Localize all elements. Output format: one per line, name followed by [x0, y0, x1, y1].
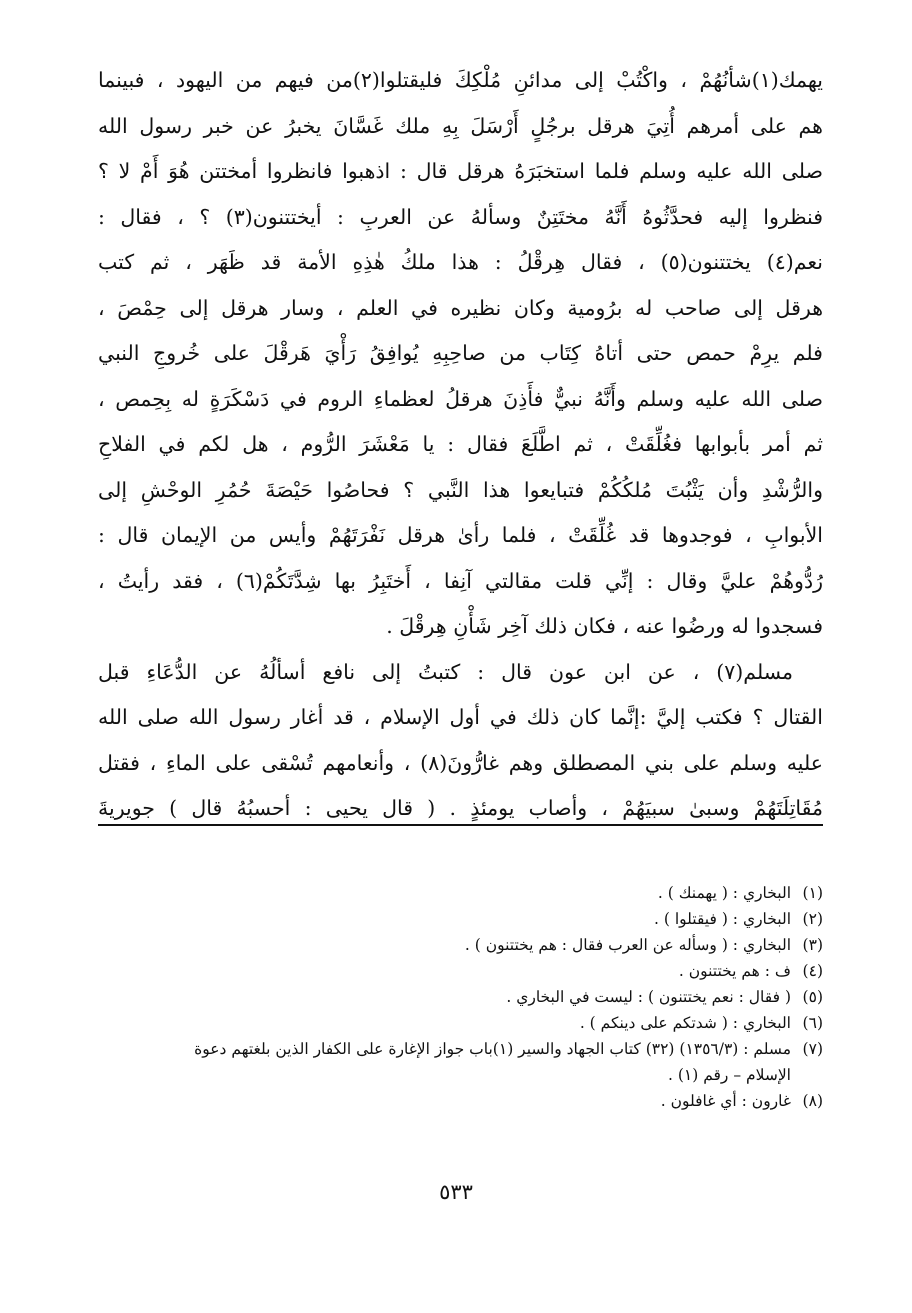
text-line-underlined: مُقَاتِلَتَهُمْ وسبىٰ سبيَهُمْ ، وأصاب يومئذٍ . ( قال يحيى : أحسبُهُ قال ) جويريةَ [98, 796, 823, 820]
text-line: فلم يرِمْ حمص حتى أتاهُ كِتَاب من صاحِبِهِ يُوافِقُ رَأْيَ هَرقْلَ على خُروجِ النبي [98, 341, 823, 365]
footnote-number: (٣) [802, 936, 823, 954]
footnote-text: البخاري : ( فيقتلوا ) . [654, 910, 791, 928]
footnote-text: ( فقال : نعم يختتنون ) : ليست في البخاري . [506, 988, 791, 1006]
footnote [100, 1088, 823, 1114]
text-line: عليه وسلم على بني المصطلق وهم غارُّونَ(٨) ، وأنعامهم تُسْقى على الماءِ ، فقتل [98, 750, 823, 775]
footnote-continuation: الإسلام – رقم (١) . [667, 1066, 791, 1084]
footnote-number: (٦) [802, 1014, 823, 1032]
footnote-text: مسلم : (١٣٥٦/٣) (٣٢) كتاب الجهاد والسير (١)باب جواز الإغارة على الكفار الذين بلغتهم دعوة [194, 1040, 791, 1058]
text-line: الأبوابِ ، فوجدوها قد غُلِّقَتْ ، فلما رأىٰ هرقل نَفْرَتَهُمْ وأيس من الإيمان قال : [98, 523, 823, 547]
paragraph-start-line: مسلم(٧) ، عن ابن عون قال : كتبتُ إلى نافع أسألُهُ عن الدُّعَاءِ قبل [98, 659, 793, 684]
footnotes [100, 880, 823, 1114]
footnote-number: (١) [802, 884, 823, 902]
text-line: القتال ؟ فكتب إليَّ :إنَّما كان ذلك في أول الإسلام ، قد أغار رسول الله صلى الله [98, 705, 823, 729]
footnote-number: (٤) [802, 962, 823, 980]
footnote [100, 958, 823, 984]
text-line: يهمك(١)شأنُهُمْ ، واكْتُبْ إلى مدائنِ مُلْكِكَ فليقتلوا(٢)من فيهم من اليهود ، فبينما [98, 68, 823, 92]
text-line: هم على أمرهم أُتِيَ هرقل برجُلٍ أَرْسَلَ بِهِ ملك غَسَّانَ يخبرُ عن خبر رسول الله [98, 113, 823, 138]
footnote-text: غارون : أي غافلون . [660, 1092, 791, 1110]
text-line: ثم أمر بأبوابها فغُلِّقَتْ ، ثم اطَّلَعَ فقال : يا مَعْشَرَ الرُّوم ، هل لكم في الفلاحِ [98, 432, 823, 456]
footnote [100, 880, 823, 906]
text-line: والرُّشْدِ وأن يَثْبُتَ مُلكُكُمْ فتبايعوا هذا النَّبي ؟ فحاصُوا حَيْصَةَ حُمُرِ الوحْشِ إلى [98, 477, 823, 502]
footnote-number: (٧) [802, 1040, 823, 1058]
footnote-number: (٥) [802, 988, 823, 1006]
footnote [100, 906, 823, 932]
footnote-text: البخاري : ( شدتكم على دينكم ) . [579, 1014, 791, 1032]
text-line: فنظروا إليه فحدَّثُوهُ أَنَّهُ مختَتِنٌ وسألهُ عن العربِ : أيختتنون(٣) ؟ ، فقال : [98, 204, 823, 229]
footnote [100, 1036, 823, 1062]
text-line: نعم(٤) يختتنون(٥) ، فقال هِرقْلُ : هذا ملكُ هٰذِهِ الأمة قد ظَهَر ، ثم كتب [98, 250, 823, 274]
main-text [98, 58, 823, 832]
footnote [100, 984, 823, 1010]
footnote-text: البخاري : ( يهمنك ) . [657, 884, 791, 902]
footnote-text: البخاري : ( وسأله عن العرب فقال : هم يختتنون ) . [464, 936, 791, 954]
footnote-number: (٢) [802, 910, 823, 928]
page-number: ٥٣٣ [439, 1180, 473, 1204]
footnote-number: (٨) [802, 1092, 823, 1110]
footnote [100, 1010, 823, 1036]
footnote-text: ف : هم يختتنون . [678, 962, 791, 980]
text-line: رُدُّوهُمْ عليَّ وقال : إنِّي قلت مقالتي آنِفا ، أَختَبِرُ بها شِدَّتَكُمْ(٦) ، فقد رأيتُ ، [98, 568, 823, 593]
text-line: صلى الله عليه وسلم فلما استخبَرَهُ هرقل قال : اذهبوا فانظروا أمختتن هُوَ أَمْ لا ؟ [98, 159, 823, 183]
footnote [100, 932, 823, 958]
text-line: هرقل إلى صاحب له برُومية وكان نظيره في العلم ، وسار هرقل إلى حِمْصَ ، [98, 295, 823, 320]
text-line: صلى الله عليه وسلم وأَنَّهُ نبيٌّ فأَذِنَ هرقلُ لعظماءِ الروم في دَسْكَرَةٍ له بِحِمص ، [98, 386, 823, 411]
paragraph-end-line: فسجدوا له ورضُوا عنه ، فكان ذلك آخِر شَأْنِ هِرقْلَ . [386, 614, 823, 638]
